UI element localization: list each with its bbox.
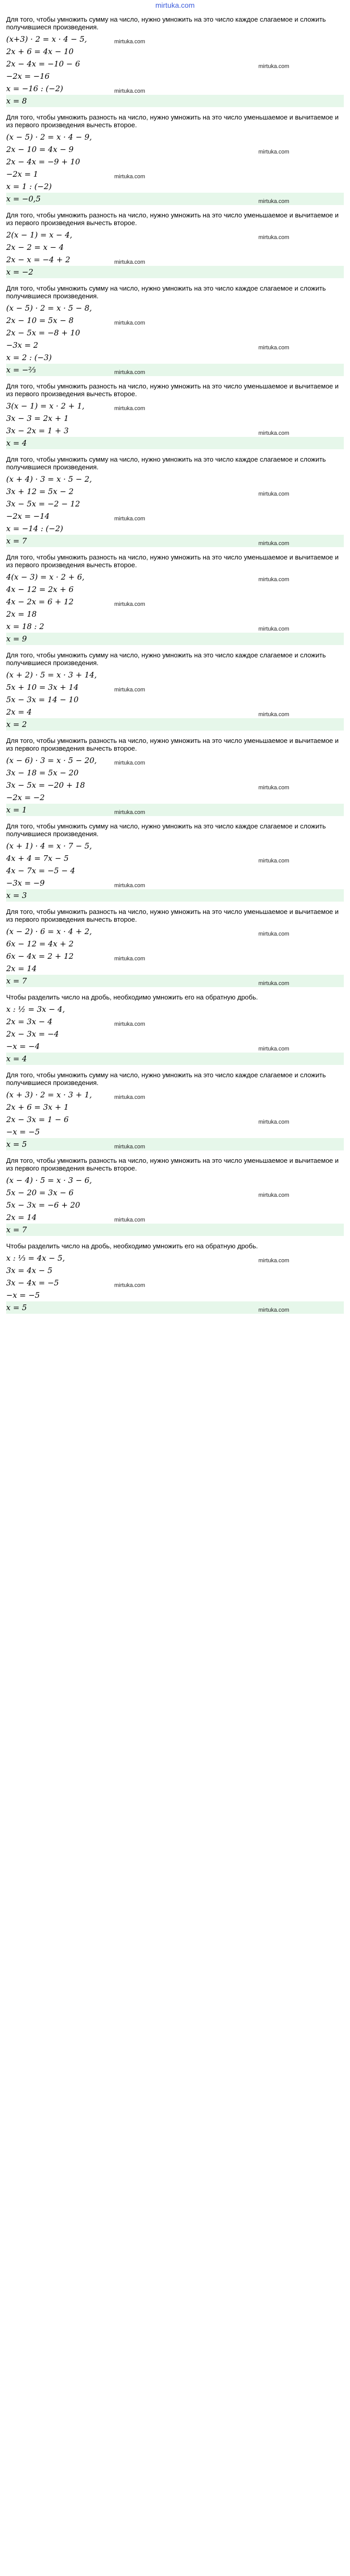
watermark: mirtuka.com [258, 1307, 289, 1313]
equation-line [6, 925, 344, 938]
equation-text: x = 4 [6, 1054, 27, 1063]
equation-line [6, 938, 344, 950]
solution-block [6, 455, 344, 547]
watermark: mirtuka.com [114, 1144, 145, 1150]
watermark: mirtuka.com [258, 234, 289, 241]
watermark: mirtuka.com [258, 785, 289, 791]
explanation-text: Чтобы разделить число на дробь, необходимо умножить его на обратную дробь. [6, 1242, 258, 1250]
equation-line [6, 33, 344, 45]
equation-line [6, 156, 344, 168]
equation-text: (x − 2) · 6 = x · 4 + 2, [6, 927, 92, 936]
equation-text: x = 4 [6, 438, 27, 448]
watermark: mirtuka.com [114, 760, 145, 766]
solution-block [6, 993, 344, 1065]
equation-line [6, 962, 344, 975]
solution-block [6, 737, 344, 816]
equation-text: x = −14 : (−2) [6, 524, 63, 533]
equation-line [6, 1187, 344, 1199]
solution-block [6, 1157, 344, 1236]
equation-line [6, 1289, 344, 1301]
equation-text: 2x = 18 [6, 609, 37, 619]
equation-line [6, 681, 344, 693]
watermark: mirtuka.com [258, 198, 289, 205]
equation-line [6, 425, 344, 437]
equation-text: x : ⅓ = 4x − 5, [6, 1253, 65, 1263]
watermark: mirtuka.com [114, 259, 145, 265]
watermark: mirtuka.com [114, 1282, 145, 1289]
equation-text: x : ½ = 3x − 4, [6, 1005, 65, 1014]
equation-line [6, 840, 344, 852]
equation-line [6, 143, 344, 156]
watermark: mirtuka.com [258, 980, 289, 987]
equation-text: (x − 5) · 2 = x · 4 − 9, [6, 132, 92, 142]
watermark: mirtuka.com [114, 1094, 145, 1100]
watermark: mirtuka.com [114, 516, 145, 522]
equation-line [6, 339, 344, 351]
equation-text: −x = −5 [6, 1127, 40, 1137]
equation-line [6, 852, 344, 865]
equation-line [6, 510, 344, 522]
watermark: mirtuka.com [114, 1217, 145, 1223]
equation-line [6, 314, 344, 327]
equation-line [6, 1101, 344, 1113]
equation-text: x = 5 [6, 1140, 27, 1149]
equation-line [6, 950, 344, 962]
equation-text: x = −16 : (−2) [6, 84, 63, 93]
watermark: mirtuka.com [258, 491, 289, 497]
equation-text: 2(x − 1) = x − 4, [6, 230, 73, 240]
watermark: mirtuka.com [114, 174, 145, 180]
equation-line [6, 877, 344, 889]
equation-line [6, 82, 344, 95]
solution-block [6, 1242, 344, 1314]
equation-line [6, 253, 344, 266]
solution-block [6, 382, 344, 449]
equation-text: 2x = 14 [6, 964, 37, 973]
equation-text: −3x = 2 [6, 341, 39, 350]
answer-line [6, 718, 344, 731]
equation-text: 5x − 20 = 3x − 6 [6, 1188, 74, 1197]
equation-line [6, 1003, 344, 1015]
equation-text: 3x − 4x = −5 [6, 1278, 59, 1287]
watermark: mirtuka.com [114, 883, 145, 889]
equation-text: 2x − 5x = −8 + 10 [6, 328, 80, 337]
equation-text: 2x − 2 = x − 4 [6, 243, 64, 252]
explanation-text: Для того, чтобы умножить сумму на число, нужно умножить на это число каждое слагаемое и сложить получившиеся произведения. [6, 15, 326, 31]
equation-line [6, 302, 344, 314]
equation-line [6, 669, 344, 681]
explanation-text: Для того, чтобы умножить разность на число, нужно умножить на это число уменьшаемое и вычитаемое и из первого произведения вычесть второе. [6, 553, 339, 569]
answer-line [6, 1301, 344, 1314]
site-link[interactable]: mirtuka.com [155, 1, 195, 9]
equation-text: −3x = −9 [6, 878, 45, 888]
equation-line [6, 571, 344, 583]
equation-text: x = 5 [6, 1303, 27, 1312]
equation-line [6, 706, 344, 718]
answer-line [6, 889, 344, 902]
explanation-text: Для того, чтобы умножить разность на число, нужно умножить на это число уменьшаемое и вычитаемое и из первого произведения вычесть второе. [6, 737, 339, 752]
equation-line [6, 45, 344, 58]
equation-text: 6x − 12 = 4x + 2 [6, 939, 74, 948]
equation-text: 3x − 2x = 1 + 3 [6, 426, 69, 435]
watermark: mirtuka.com [258, 577, 289, 583]
watermark: mirtuka.com [258, 858, 289, 864]
equation-line [6, 1126, 344, 1138]
explanation-text: Для того, чтобы умножить сумму на число, нужно умножить на это число каждое слагаемое и сложить получившиеся произведения. [6, 455, 326, 471]
equation-text: 4x − 7x = −5 − 4 [6, 866, 75, 875]
equation-line [6, 522, 344, 535]
equation-text: 2x − 10 = 5x − 8 [6, 316, 74, 325]
explanation-text: Для того, чтобы умножить сумму на число, нужно умножить на это число каждое слагаемое и сложить получившиеся произведения. [6, 822, 326, 838]
equation-text: 2x − 3x = 1 − 6 [6, 1115, 69, 1124]
equation-text: 3x = 4x − 5 [6, 1266, 52, 1275]
equation-text: x = 8 [6, 96, 27, 106]
explanation-text: Для того, чтобы умножить разность на число, нужно умножить на это число уменьшаемое и вычитаемое и из первого произведения вычесть второе. [6, 113, 339, 129]
equation-line [6, 779, 344, 791]
equation-text: 2x − 4x = −9 + 10 [6, 157, 80, 166]
equation-text: 4x − 12 = 2x + 6 [6, 585, 74, 594]
equation-line [6, 412, 344, 425]
watermark: mirtuka.com [114, 687, 145, 693]
equation-text: 3x − 5x = −2 − 12 [6, 499, 80, 509]
equation-text: −2x = −14 [6, 512, 50, 521]
equation-text: 2x = 14 [6, 1213, 37, 1222]
equation-line [6, 400, 344, 412]
equation-line [6, 1174, 344, 1187]
equation-text: x = 18 : 2 [6, 622, 44, 631]
watermark: mirtuka.com [258, 1119, 289, 1125]
equation-line [6, 1252, 344, 1264]
equation-line [6, 608, 344, 620]
watermark: mirtuka.com [114, 809, 145, 816]
equation-line [6, 498, 344, 510]
watermark: mirtuka.com [114, 320, 145, 326]
explanation-text: Для того, чтобы умножить сумму на число, нужно умножить на это число каждое слагаемое и сложить получившиеся произведения. [6, 651, 326, 667]
explanation-text: Чтобы разделить число на дробь, необходимо умножить его на обратную дробь. [6, 993, 258, 1001]
equation-text: 4x − 2x = 6 + 12 [6, 597, 74, 606]
equation-text: 3x − 3 = 2x + 1 [6, 414, 69, 423]
equation-text: 2x − 4x = −10 − 6 [6, 59, 80, 69]
equation-text: 2x = 4 [6, 707, 32, 717]
equation-line [6, 1211, 344, 1224]
answer-line [6, 804, 344, 816]
equation-text: x = −2 [6, 267, 33, 277]
watermark: mirtuka.com [258, 345, 289, 351]
answer-line [6, 1138, 344, 1150]
equation-line [6, 693, 344, 706]
equation-text: x = 1 [6, 805, 27, 815]
equation-text: 3x − 18 = 5x − 20 [6, 768, 79, 777]
answer-line [6, 266, 344, 278]
equation-line [6, 1015, 344, 1028]
solution-block [6, 1071, 344, 1150]
equation-text: 6x − 4x = 2 + 12 [6, 952, 74, 961]
equation-line [6, 1089, 344, 1101]
equation-text: 5x + 10 = 3x + 14 [6, 683, 79, 692]
equation-line [6, 1028, 344, 1040]
solution-block [6, 211, 344, 278]
equation-text: (x − 5) · 2 = x · 5 − 8, [6, 303, 92, 313]
equation-text: x = −0,5 [6, 194, 41, 204]
solution-block [6, 15, 344, 107]
equation-line [6, 168, 344, 180]
equation-line [6, 241, 344, 253]
equation-text: x = 9 [6, 634, 27, 643]
watermark: mirtuka.com [258, 540, 289, 547]
equation-text: −2x = −16 [6, 72, 50, 81]
equation-line [6, 865, 344, 877]
equation-line [6, 1277, 344, 1289]
equation-text: −2x = 1 [6, 170, 39, 179]
answer-line [6, 437, 344, 449]
explanation-text: Для того, чтобы умножить сумму на число, нужно умножить на это число каждое слагаемое и сложить получившиеся произведения. [6, 284, 326, 300]
equation-line [6, 351, 344, 364]
answer-line [6, 193, 344, 205]
equation-text: 4x + 4 = 7x − 5 [6, 854, 69, 863]
answer-line [6, 1224, 344, 1236]
watermark: mirtuka.com [258, 931, 289, 937]
equation-text: 4(x − 3) = x · 2 + 6, [6, 572, 85, 582]
equation-text: x = 3 [6, 891, 27, 900]
solution-block [6, 651, 344, 731]
equation-line [6, 1199, 344, 1211]
equation-text: (x − 6) · 3 = x · 5 − 20, [6, 756, 97, 765]
watermark: mirtuka.com [114, 39, 145, 45]
equation-text: (x+3) · 2 = x · 4 − 5, [6, 35, 87, 44]
explanation-text: Для того, чтобы умножить разность на число, нужно умножить на это число уменьшаемое и вычитаемое и из первого произведения вычесть второе. [6, 908, 339, 923]
equation-text: 2x − 3x = −4 [6, 1029, 59, 1039]
equation-line [6, 70, 344, 82]
explanation-text: Для того, чтобы умножить разность на число, нужно умножить на это число уменьшаемое и вычитаемое и из первого произведения вычесть второе. [6, 211, 339, 227]
explanation-text: Для того, чтобы умножить разность на число, нужно умножить на это число уменьшаемое и вычитаемое и из первого произведения вычесть второе. [6, 1157, 339, 1172]
equation-line [6, 583, 344, 596]
equation-text: x = 7 [6, 976, 27, 986]
equation-text: (x − 4) · 5 = x · 3 − 6, [6, 1176, 92, 1185]
solution-block [6, 553, 344, 645]
equation-text: x = 7 [6, 1225, 27, 1234]
equation-text: −x = −4 [6, 1042, 40, 1051]
equation-line [6, 620, 344, 633]
equation-text: 2x − 10 = 4x − 9 [6, 145, 74, 154]
equation-line [6, 485, 344, 498]
watermark: mirtuka.com [258, 626, 289, 632]
answer-line [6, 364, 344, 376]
equation-line [6, 767, 344, 779]
equation-line [6, 791, 344, 804]
equation-text: x = −⅔ [6, 365, 36, 375]
watermark: mirtuka.com [258, 711, 289, 718]
equation-text: 3(x − 1) = x · 2 + 1, [6, 401, 85, 411]
equation-line [6, 1264, 344, 1277]
equation-text: 2x − x = −4 + 2 [6, 255, 71, 264]
equation-text: 2x + 6 = 3x + 1 [6, 1103, 69, 1112]
explanation-text: Для того, чтобы умножить разность на число, нужно умножить на это число уменьшаемое и вычитаемое и из первого произведения вычесть второе. [6, 382, 339, 398]
equation-text: −x = −5 [6, 1291, 40, 1300]
equation-line [6, 473, 344, 485]
answer-line [6, 95, 344, 107]
watermark: mirtuka.com [114, 956, 145, 962]
watermark: mirtuka.com [114, 369, 145, 376]
equation-line [6, 131, 344, 143]
watermark: mirtuka.com [258, 63, 289, 70]
watermark: mirtuka.com [258, 1192, 289, 1198]
solution-block [6, 822, 344, 902]
solution-block [6, 284, 344, 376]
equation-line [6, 58, 344, 70]
watermark: mirtuka.com [258, 430, 289, 436]
answer-line [6, 633, 344, 645]
watermark: mirtuka.com [258, 1258, 289, 1264]
equation-line [6, 1113, 344, 1126]
solution-block [6, 113, 344, 205]
answer-line [6, 975, 344, 987]
equation-line [6, 327, 344, 339]
answer-line [6, 1053, 344, 1065]
watermark: mirtuka.com [258, 149, 289, 155]
watermark: mirtuka.com [114, 405, 145, 412]
equation-text: (x + 1) · 4 = x · 7 − 5, [6, 841, 92, 851]
equation-line [6, 229, 344, 241]
equation-text: x = 1 : (−2) [6, 182, 52, 191]
equation-text: x = 7 [6, 536, 27, 546]
equation-line [6, 754, 344, 767]
equation-text: (x + 3) · 2 = x · 3 + 1, [6, 1090, 92, 1099]
equation-line [6, 1040, 344, 1053]
equation-text: x = 2 : (−3) [6, 353, 52, 362]
equation-text: 3x − 5x = −20 + 18 [6, 781, 85, 790]
explanation-text: Для того, чтобы умножить сумму на число, нужно умножить на это число каждое слагаемое и сложить получившиеся произведения. [6, 1071, 326, 1087]
equation-text: (x + 4) · 3 = x · 5 − 2, [6, 474, 92, 484]
answer-line [6, 535, 344, 547]
equation-text: 2x = 3x − 4 [6, 1017, 52, 1026]
watermark: mirtuka.com [114, 88, 145, 94]
solutions-content [6, 15, 344, 1314]
watermark: mirtuka.com [114, 1021, 145, 1027]
solution-block [6, 908, 344, 987]
watermark: mirtuka.com [114, 601, 145, 607]
equation-text: 2x + 6 = 4x − 10 [6, 47, 74, 56]
equation-line [6, 180, 344, 193]
equation-line [6, 596, 344, 608]
equation-text: (x + 2) · 5 = x · 3 + 14, [6, 670, 97, 680]
equation-text: x = 2 [6, 720, 27, 729]
equation-text: 5x − 3x = −6 + 20 [6, 1200, 80, 1210]
equation-text: 3x + 12 = 5x − 2 [6, 487, 74, 496]
watermark: mirtuka.com [258, 1046, 289, 1052]
equation-text: −2x = −2 [6, 793, 45, 802]
equation-text: 5x − 3x = 14 − 10 [6, 695, 79, 704]
